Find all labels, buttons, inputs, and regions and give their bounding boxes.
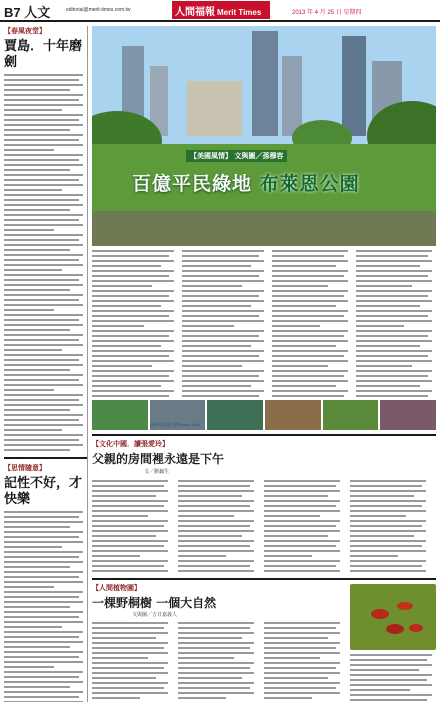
park-article-col1 <box>92 250 178 398</box>
park-photo-strip <box>92 400 436 430</box>
page-header <box>0 0 440 22</box>
issue-date: 2013 年 4 月 25 日 星期四 <box>292 10 362 16</box>
plants-headline: 一棵野桐樹 一個大自然 <box>92 596 217 610</box>
hero-headline <box>132 169 432 196</box>
hero-subhead: 【美國風情】 文與圖／孫穆容 <box>186 150 287 162</box>
park-article-col4 <box>356 250 436 398</box>
culture-article-col4 <box>350 480 430 574</box>
editorial-email: editorial@merit-times.com.tw <box>66 7 131 13</box>
culture-article-col2 <box>178 480 258 574</box>
park-skyline-illustration <box>92 26 436 246</box>
culture-headline: 父親的房間裡永遠是下午 <box>92 452 225 466</box>
bug-illustration <box>350 584 436 650</box>
culture-article-col1 <box>92 480 172 574</box>
plants-section <box>92 578 436 704</box>
park-photo <box>380 400 436 430</box>
section-tag-thoughts: 【思情隨意】 <box>4 463 46 473</box>
article-body-memory <box>4 511 87 702</box>
park-photo <box>323 400 379 430</box>
plants-byline: 文與圖／吉日嘉義人 <box>132 612 178 618</box>
section-tag-spring: 【春風夜堂】 <box>4 26 46 35</box>
article-title-memory: 記性不好，才快樂 <box>4 476 83 507</box>
culture-byline: 文／劉藕生 <box>144 469 170 475</box>
plants-article-col2 <box>178 622 258 702</box>
masthead-logo <box>172 1 270 19</box>
logo-chinese: 人間福報 <box>175 7 215 18</box>
bug-photo <box>350 584 436 650</box>
plants-article-col3 <box>264 622 344 702</box>
logo-english: Merit Times <box>217 8 262 17</box>
photo-caption: 紐約布萊恩公園 Bryant Park <box>150 422 201 427</box>
plants-article-col4 <box>350 654 436 704</box>
park-article-col3 <box>272 250 352 398</box>
page-number: B7 人文 <box>4 5 51 20</box>
culture-section <box>92 434 436 574</box>
article-title-jiadao: 賈島．十年磨劍 <box>4 39 83 70</box>
park-photo <box>92 400 148 430</box>
park-article-col2 <box>182 250 268 398</box>
park-photo <box>265 400 321 430</box>
left-column <box>4 26 88 702</box>
plants-article-col1 <box>92 622 172 702</box>
hero-headline-accent: 布萊恩公園 <box>259 173 360 195</box>
section-tag-culture: 【文化中國．讀張愛玲】 <box>92 439 169 448</box>
hero-photo-bryant-park <box>92 26 436 246</box>
section-tag-plants: 【人間植物園】 <box>92 583 141 592</box>
park-photo <box>207 400 263 430</box>
hero-headline-main: 百億平民綠地 <box>132 173 260 195</box>
culture-article-col3 <box>264 480 344 574</box>
article-body-jiadao <box>4 74 87 451</box>
